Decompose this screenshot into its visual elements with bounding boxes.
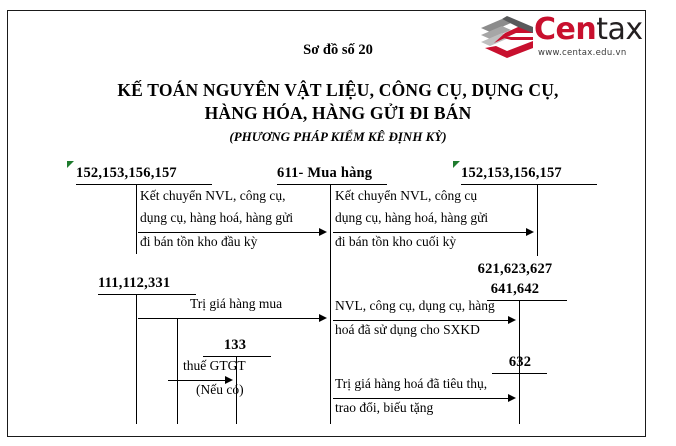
logo-url: www.centax.edu.vn <box>538 48 627 58</box>
account-rule-expense-accounts <box>487 300 567 301</box>
flow-carry-opening-line-1: Kết chuyển NVL, công cụ, <box>140 188 286 203</box>
arrow-head-carry-opening <box>319 228 327 236</box>
account-label-cogs-632: 632 <box>508 354 532 370</box>
flow-purchase-value-label: Trị giá hàng mua <box>190 296 283 311</box>
flow-carry-opening-line-2: dụng cụ, hàng hoá, hàng gửi <box>140 210 294 225</box>
page-border <box>7 10 646 437</box>
page-title-line-2: HÀNG HÓA, HÀNG GỬI ĐI BÁN <box>204 103 472 123</box>
green-corner-flag-icon-left <box>67 161 74 168</box>
diagram-number: Sơ đồ số 20 <box>303 42 373 58</box>
account-stem-cogs-632 <box>519 345 520 424</box>
flow-carry-closing-line-3: đi bán tồn kho cuối kỳ <box>335 234 457 249</box>
account-label-inventory-opening: 152,153,156,157 <box>76 165 177 181</box>
account-rule-inventory-closing <box>461 184 597 185</box>
arrow-line-purchase-value <box>138 318 320 319</box>
account-stem-purchases-611 <box>330 184 331 424</box>
page-title-line-1: KẾ TOÁN NGUYÊN VẬT LIỆU, CÔNG CỤ, DỤNG CỤ, <box>117 80 559 100</box>
account-label-purchases-611: 611- Mua hàng <box>277 165 373 181</box>
flow-used-production-line-1: NVL, công cụ, dụng cụ, hàng <box>335 298 495 313</box>
account-label-cash-payables: 111,112,331 <box>98 275 171 291</box>
arrow-head-carry-closing <box>526 228 534 236</box>
flow-used-production-line-2: hoá đã sử dụng cho SXKD <box>335 322 480 337</box>
arrow-head-purchase-value <box>319 314 327 322</box>
green-corner-flag-icon-right <box>453 161 460 168</box>
flow-vat-line-2: (Nếu có) <box>196 382 244 397</box>
accounting-method-subtitle: (PHƯƠNG PHÁP KIỂM KÊ ĐỊNH KỲ) <box>229 129 447 144</box>
logo-word-tax: tax <box>596 12 643 47</box>
flow-carry-closing-line-2: dụng cụ, hàng hoá, hàng gửi <box>335 210 489 225</box>
arrow-head-goods-sold <box>508 394 516 402</box>
logo-word-cen: Cen <box>534 12 597 47</box>
arrow-head-used-production <box>508 316 516 324</box>
account-label-expense-641-642: 641,642 <box>490 281 540 297</box>
account-stem-inventory-closing <box>537 184 538 256</box>
account-rule-cash-payables <box>98 294 196 295</box>
flow-carry-opening-line-3: đi bán tồn kho đầu kỳ <box>140 234 258 249</box>
account-label-inventory-closing: 152,153,156,157 <box>461 165 562 181</box>
account-stem-cash-payables <box>136 294 137 424</box>
account-stem-inventory-opening <box>136 184 137 254</box>
account-label-expense-621-623-627: 621,623,627 <box>477 261 553 277</box>
account-stem-cash-payables-branch <box>177 318 178 424</box>
flow-carry-closing-line-1: Kết chuyển NVL, công cụ <box>335 188 478 203</box>
account-rule-inventory-opening <box>76 184 212 185</box>
flow-goods-sold-line-2: trao đổi, biếu tặng <box>335 400 434 415</box>
flow-vat-line-1: thuế GTGT <box>183 358 246 373</box>
flow-goods-sold-line-1: Trị giá hàng hoá đã tiêu thụ, <box>335 376 488 391</box>
account-label-vat-133: 133 <box>223 337 247 353</box>
account-rule-purchases-611 <box>277 184 387 185</box>
